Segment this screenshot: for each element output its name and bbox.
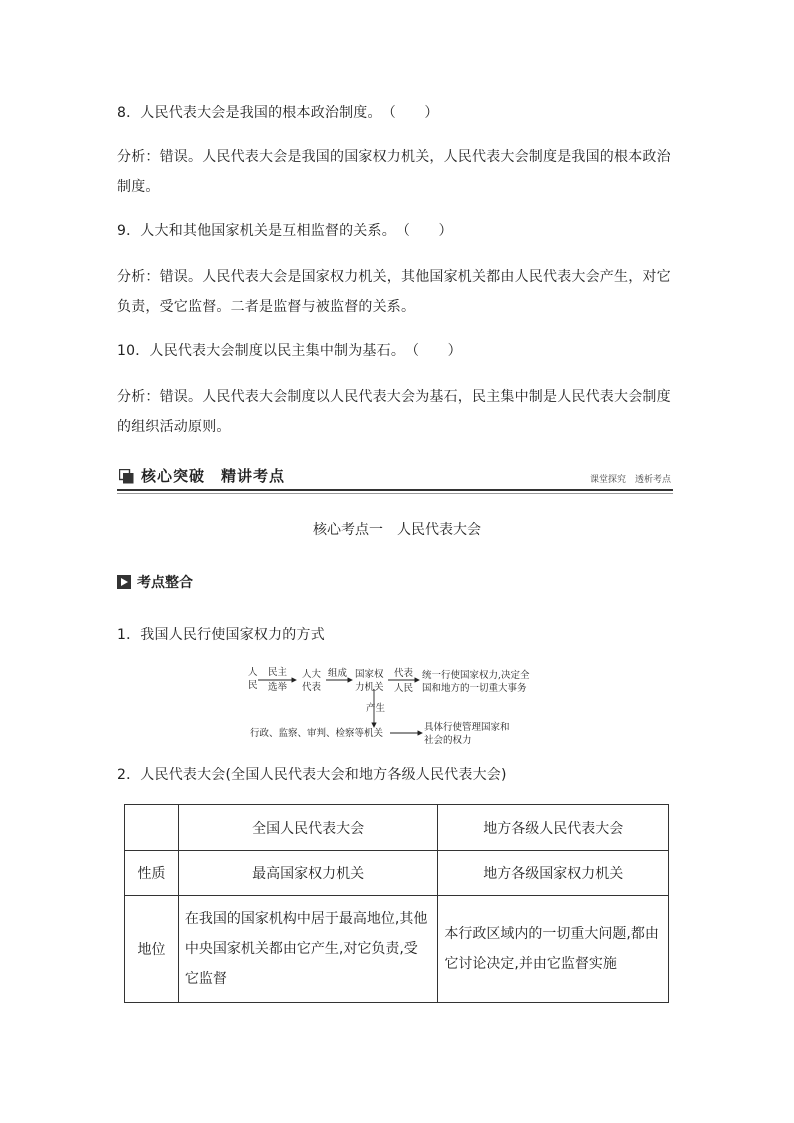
section-square-icon <box>119 469 134 484</box>
core-point-title: 核心考点一 人民代表大会 <box>313 522 481 538</box>
question-10-paren: （ ） <box>405 343 462 359</box>
table-cell-local: 地方各级国家权力机关 <box>438 851 669 896</box>
power-flow-diagram <box>244 663 544 748</box>
question-8-analysis: 分析：错误。人民代表大会是我国的国家权力机关，人民代表大会制度是我国的根本政治制度。 <box>117 149 671 195</box>
table-header-national: 全国人民代表大会 <box>178 805 438 851</box>
diagram-people-2: 民 <box>248 680 258 691</box>
diagram-result-2: 国和地方的一切重大事务 <box>422 683 527 694</box>
diagram-arrow1-bottom: 选举 <box>268 682 288 693</box>
subsection-title: 考点整合 <box>137 575 193 591</box>
section-rule <box>117 489 673 491</box>
table-row <box>125 896 669 1003</box>
item-1-title: 1．我国人民行使国家权力的方式 <box>117 627 325 643</box>
question-9-analysis: 分析：错误。人民代表大会是国家权力机关，其他国家机关都由人民代表大会产生，对它负责，受它监督。二者是监督与被监督的关系。 <box>117 269 671 315</box>
table-cell-national: 最高国家权力机关 <box>178 851 438 896</box>
question-8-stem: 8．人民代表大会是我国的根本政治制度。 <box>117 105 382 121</box>
diagram-result-1: 统一行使国家权力,决定全 <box>422 670 530 681</box>
question-10-analysis: 分析：错误。人民代表大会制度以人民代表大会为基石，民主集中制是人民代表大会制度的组织活动原则。 <box>117 389 671 435</box>
diagram-organ-1: 国家权 <box>355 669 384 680</box>
diagram-organ-2: 力机关 <box>355 682 384 693</box>
table-cell-national: 在我国的国家机构中居于最高地位,其他中央国家机关都由它产生,对它负责,受它监督 <box>178 896 438 1003</box>
section-banner <box>117 463 673 491</box>
diagram-arrow1-top: 民主 <box>268 667 288 678</box>
question-9-paren: （ ） <box>395 223 453 239</box>
play-triangle-icon <box>117 575 131 589</box>
diagram-arrow3-bottom: 人民 <box>394 683 414 694</box>
diagram-arrow2-top: 组成 <box>328 668 348 679</box>
section-rule-thin <box>117 493 673 494</box>
diagram-others-result-1: 具体行使管理国家和 <box>424 722 510 733</box>
question-8 <box>117 98 677 128</box>
diagram-others-result-2: 社会的权力 <box>424 735 472 746</box>
table-row-label: 性质 <box>125 851 179 896</box>
table-row-label: 地位 <box>125 896 179 1003</box>
question-10-stem: 10．人民代表大会制度以民主集中制为基石。 <box>117 343 406 359</box>
section-right-label: 课堂探究 透析考点 <box>589 475 671 485</box>
table-cell-local: 本行政区域内的一切重大问题,都由它讨论决定,并由它监督实施 <box>438 896 669 1003</box>
diagram-npc-1: 人大 <box>302 669 322 680</box>
diagram-npc-2: 代表 <box>302 682 322 693</box>
diagram-people-1: 人 <box>248 667 258 678</box>
table-header-row <box>125 805 669 851</box>
table-header-local: 地方各级人民代表大会 <box>438 805 669 851</box>
npc-comparison-table <box>124 804 669 1003</box>
diagram-arrow3-top: 代表 <box>394 668 414 679</box>
question-10 <box>117 336 677 366</box>
table-row <box>125 851 669 896</box>
question-9 <box>117 216 677 246</box>
question-8-paren: （ ） <box>381 105 439 121</box>
diagram-others: 行政、监察、审判、检察等机关 <box>250 728 384 739</box>
table-header-empty <box>125 805 179 851</box>
diagram-produce: 产生 <box>366 703 386 714</box>
item-2-title: 2．人民代表大会(全国人民代表大会和地方各级人民代表大会) <box>117 767 507 783</box>
section-title: 核心突破 精讲考点 <box>141 467 286 485</box>
question-9-stem: 9．人大和其他国家机关是互相监督的关系。 <box>117 223 396 239</box>
